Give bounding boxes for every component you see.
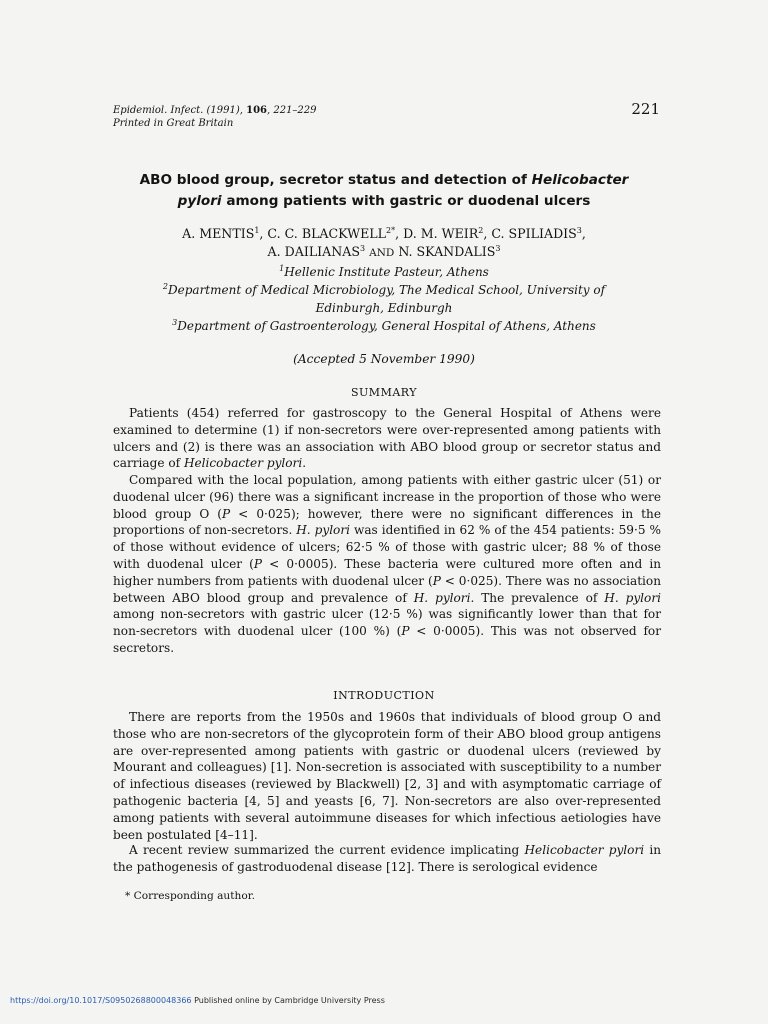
journal-pages: , 221–229: [266, 105, 317, 116]
affiliation-1: $^1$Hellenic Institute Pasteur, Athens: [279, 264, 489, 279]
introduction-heading: INTRODUCTION: [333, 689, 435, 702]
printed-in: Printed in Great Britain: [113, 118, 234, 129]
journal-volume: 106: [246, 105, 267, 116]
summary-paragraph-1: Patients (454) referred for gastroscopy to the General Hospital of Athens were examined to determine (1) if non-secretors were over-represented among patients with ulcers and (2) is there was an association with ABO blood group or secretor status and carriage of Helicobacter pylori.: [113, 406, 661, 471]
affiliations: [100, 263, 668, 335]
affiliation-2-cont: Edinburgh, Edinburgh: [315, 301, 453, 315]
affiliation-2: $^2$Department of Medical Microbiology, The Medical School, University of: [162, 282, 606, 297]
page-number: 221: [631, 100, 660, 118]
author-line-1: A. MENTIS$^1$, C. C. $BLACKWELL^{2*}$, D. M. WEIR$^2$, C. SPILIADIS$^3$,: [182, 225, 586, 241]
author-list: [100, 225, 668, 262]
title-species: pylori: [177, 193, 222, 209]
introduction-paragraph-2: A recent review summarized the current evidence implicating Helicobacter pylori in the pathogenesis of gastroduodenal disease [12]. There is serological evidence: [113, 843, 662, 874]
accepted-date: (Accepted 5 November 1990): [293, 352, 475, 366]
journal-name: Epidemiol. Infect.: [113, 105, 204, 116]
corresponding-author-footnote: * Corresponding author.: [125, 890, 255, 902]
journal-year: (1991),: [206, 105, 243, 116]
author-line-2: A. DAILIANAS$^3$ AND N. SKANDALIS$^3$: [267, 243, 501, 259]
title-genus: Helicobacter: [531, 172, 629, 188]
running-head: [113, 104, 317, 130]
published-note: Published online by Cambridge University Press: [191, 996, 385, 1005]
introduction-paragraph-1: There are reports from the 1950s and 1960s that individuals of blood group O and those who are non-secretors of the glycoprotein form of their ABO blood group antigens are over-represented among patients with gastric or duodenal ulcers (reviewed by Mourant and colleagues) [1]. Non-secretion is associated with susceptibility to a number of infectious diseases (reviewed by Blackwell) [2, 3] and with asymptomatic carriage of pathogenic bacteria [4, 5] and yeasts [6, 7]. Non-secretors are also over-represented among patients with several autoimmune diseases for which infectious aetiologies have been postulated [4–11].: [113, 710, 661, 842]
affiliation-3: $^3$Department of Gastroenterology, General Hospital of Athens, Athens: [172, 318, 596, 333]
citation-line: [113, 104, 317, 117]
doi-link[interactable]: https://doi.org/10.1017/S0950268800048366: [10, 996, 192, 1005]
summary-paragraph-2: Compared with the local population, among patients with either gastric ulcer (51) or duodenal ulcer (96) there was a significant increase in the proportion of those who were blood group O (P < 0·025); however, there were no significant differences in the proportions of non-secretors. H. pylori was identified in 62 % of the 454 patients: 59·5 % of those without evidence of ulcers; 62·5 % of those with gastric ulcer; 88 % of those with duodenal ulcer (P < 0·0005). These bacteria were cultured more often and in higher numbers from patients with duodenal ulcer (P < 0·025). There was no association between ABO blood group and prevalence of H. pylori. The prevalence of H. pylori among non-secretors with gastric ulcer (12·5 %) was significantly lower than that for non-secretors with duodenal ulcer (100 %) (P < 0·0005). This was not observed for secretors.: [113, 473, 661, 655]
page-footer: [10, 996, 385, 1005]
summary-heading: SUMMARY: [351, 386, 417, 399]
article-title: ABO blood group, secretor status and detection of Helicobacter pylori among patients with gastric or duodenal ulcers: [139, 172, 629, 209]
